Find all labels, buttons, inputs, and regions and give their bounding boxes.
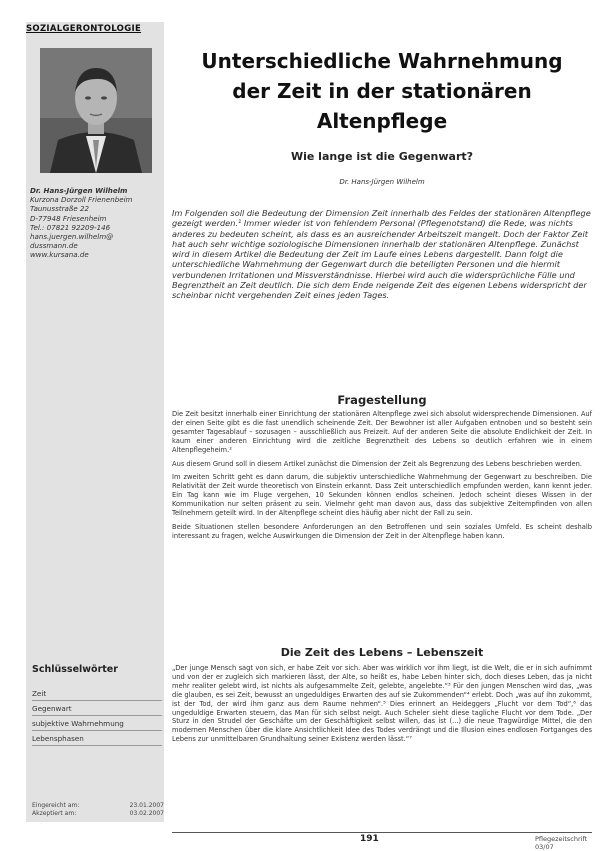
intro-paragraph: Im Folgenden soll die Bedeutung der Dimension Zeit innerhalb des Feldes der stationären Altenpflege gezeigt werden.¹ Immer wieder ist von fehlendem Personal (Pflegenotstand) die Rede, was nichts anderes zu bedeuten scheint, als dass es an ausreichender Arbeitszeit mangelt. Doch der Faktor Zeit hat auch sehr wichtige soziologische Dimensionen innerhalb der stationären Altenpflege. Zunächst wird in diesem Artikel die Bedeutung der Zeit im Laufe eines Lebens dargestellt. Dann folgt die unterschiedliche Wahrnehmung der Gegenwart durch die beteiligten Personen und die hiermit verbundenen Irritationen und Missverständnisse. Hierbei wird auch die widersprüchliche Fülle und Begrenztheit an Zeit deutlich. Die sich dem Ende neigende Zeit des eigenen Lebens widerspricht der scheinbar nicht vergehenden Zeit eines jeden Tages.	[172, 208, 591, 301]
section-lebenszeit	[172, 664, 592, 749]
section-label: SOZIALGERONTOLOGIE	[26, 24, 142, 34]
journal-reference: Pflegezeitschrift 03/07	[535, 835, 588, 851]
author-website[interactable]: www.kursana.de	[30, 250, 89, 260]
date-value: 03.02.2007	[129, 810, 164, 817]
date-value: 23.01.2007	[129, 802, 164, 809]
date-row	[32, 810, 164, 818]
author-email[interactable]: dussmann.de	[30, 241, 78, 251]
section-fragestellung	[172, 410, 592, 546]
keywords-list	[32, 686, 162, 746]
heading-lebenszeit: Die Zeit des Lebens – Lebenszeit	[280, 646, 484, 659]
keyword: Gegenwart	[32, 701, 162, 716]
heading-fragestellung: Fragestellung	[337, 393, 427, 407]
title-line: Unterschiedliche Wahrnehmung	[201, 49, 563, 73]
keyword: Lebensphasen	[32, 731, 162, 746]
keywords-heading: Schlüsselwörter	[32, 664, 118, 675]
date-label: Eingereicht am:	[32, 802, 80, 809]
author-info	[30, 186, 164, 260]
keyword: Zeit	[32, 686, 162, 701]
article-subtitle: Wie lange ist die Gegenwart?	[290, 150, 474, 163]
paragraph: Aus diesem Grund soll in diesem Artikel zunächst die Dimension der Zeit als Begrenzung des Lebens beschrieben werden.	[172, 459, 582, 468]
byline: Dr. Hans-Jürgen Wilhelm	[339, 178, 425, 186]
author-line: Taunusstraße 22	[30, 204, 89, 214]
submission-dates	[32, 802, 164, 818]
author-name: Dr. Hans-Jürgen Wilhelm	[30, 186, 128, 195]
article-title	[172, 46, 592, 136]
author-email[interactable]: hans.juergen.wilhelm@	[30, 232, 114, 242]
footer-divider	[172, 832, 592, 833]
paragraph: Die Zeit besitzt innerhalb einer Einrichtung der stationären Altenpflege zwei sich absolut widersprechende Dimensionen. Auf der einen Seite gibt es die fast unendlich scheinende Zeit. Der Bewohner ist aller Aufgaben entnoben und so besteht sein gesamter Tagesablauf – sozusagen – ausschließlich aus Freizeit. Auf der anderen Seite die absolute Endlichkeit der Zeit. In kaum einer anderen Einrichtung wird die zeitliche Begrenztheit des Lebens so deutlich erfahren wie in einem Altenpflegeheim.²	[172, 410, 592, 454]
paragraph: „Der junge Mensch sagt von sich, er habe Zeit vor sich. Aber was wirklich vor ihm liegt, ist die Welt, die er in sich aufnimmt und von der er zugleich sich markieren lässt, der Alte, so heißt es, habe Leben hinter sich, doch dieses Leben, das ja nicht mehr realiter gelebt wird, ist nichts als aufgesammelte Zeit, gelebte, angelebte.“³ Für den jungen Menschen wird das, „was die glauben, es sei Zeit, bewusst an ungeduldiges Erwarten des auf sie Zukommenden“⁴ erlebt. Doch „was auf ihn zukommt, ist der Tod, der wird ihm ganz aus dem Raume nehmen“.⁵ Dies erinnert an Heideggers „Flucht vor dem Tod“,⁶ das ungeduldige Erwarten steuern, das Man für sich selbst neigt. Auch Scheler sieht diese tagliche Flucht vor dem Tode. „Der Sturz in den Strudel der Geschäfte um der Geschäftigkeit selbst willen, das ist (...) die neue Tragwürdige Mittel, die den modernen Menschen über die klare Ansichtlichkeit Idee des Todes verdrängt und die Illusion eines endlosen Fortganges des Lebens zur unmittelbaren Grundhaltung seiner Existenz werden lässt.“⁷	[172, 664, 592, 744]
author-line: Tel.: 07821 92209-146	[30, 222, 111, 232]
date-label: Akzeptiert am:	[32, 810, 77, 817]
author-photo	[40, 48, 152, 173]
title-line: der Zeit in der stationären	[232, 79, 532, 103]
keyword: subjektive Wahrnehmung	[32, 716, 162, 731]
paragraph: Im zweiten Schritt geht es dann darum, die subjektiv unterschiedliche Wahrnehmung der Gegenwart zu beschreiben. Die Relativität der Zeit wurde theoretisch von Einstein erkannt. Dass Zeit unterschiedlich empfunden werden, kann kennt jeder. Ein Tag kann wie im Fluge vergehen, 10 Sekunden können endlos scheinen. Jedoch scheint dieses Wissen in der Kommunikation nur selten präsent zu sein. Vielmehr geht man davon aus, dass das subjektive Zeitempfinden von allen Teilnehmern geteilt wird. In der Altenpflege scheint dies häufig aber nicht der Fall zu sein.	[172, 473, 592, 518]
page-number: 191	[360, 834, 379, 844]
author-line: D-77948 Friesenheim	[30, 213, 107, 223]
author-line: Kurzona Dorzoll Frienenbeim	[30, 195, 133, 205]
date-row	[32, 802, 164, 810]
paragraph: Beide Situationen stellen besondere Anforderungen an den Betroffenen und sein soziales Umfeld. Es scheint deshalb interessant zu fragen, welche Auswirkungen die Dimension der Zeit in der Altenpflege haben kann.	[172, 522, 592, 540]
title-line: Altenpflege	[316, 109, 448, 133]
